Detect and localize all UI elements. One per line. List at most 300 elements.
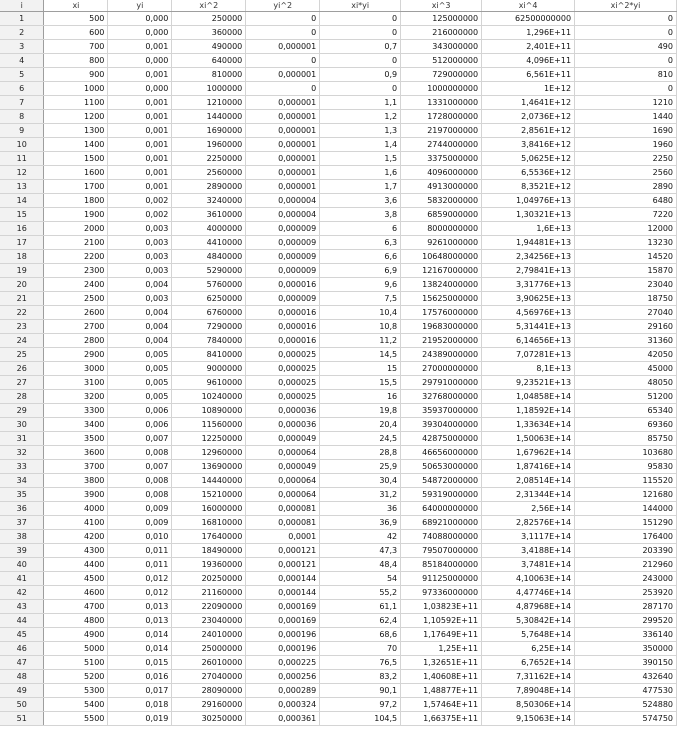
xi2yi-cell[interactable]: 121680 [575,488,677,502]
xi4-cell[interactable]: 1,33634E+14 [482,418,575,432]
xi4-cell[interactable]: 2,34256E+13 [482,250,575,264]
xi4-cell[interactable]: 5,0625E+12 [482,152,575,166]
xi3-cell[interactable]: 9261000000 [401,236,482,250]
xi2-cell[interactable]: 2250000 [172,152,246,166]
xi3-cell[interactable]: 2744000000 [401,138,482,152]
xiyi-cell[interactable]: 1,6 [320,166,401,180]
xiyi-cell[interactable]: 68,6 [320,628,401,642]
xi2-cell[interactable]: 6760000 [172,306,246,320]
yi2-cell[interactable]: 0,000001 [246,138,320,152]
xi3-cell[interactable]: 27000000000 [401,362,482,376]
xiyi-cell[interactable]: 61,1 [320,600,401,614]
xi-cell[interactable]: 3300 [44,404,108,418]
yi-cell[interactable]: 0,009 [108,516,172,530]
xi2-cell[interactable]: 11560000 [172,418,246,432]
xi2yi-cell[interactable]: 69360 [575,418,677,432]
xi-cell[interactable]: 5200 [44,670,108,684]
xi-cell[interactable]: 1400 [44,138,108,152]
xi-cell[interactable]: 1300 [44,124,108,138]
header-cell-xi[interactable]: xi [44,0,108,12]
xi2yi-cell[interactable]: 477530 [575,684,677,698]
xiyi-cell[interactable]: 16 [320,390,401,404]
yi-cell[interactable]: 0,005 [108,348,172,362]
xi2-cell[interactable]: 13690000 [172,460,246,474]
xi2-cell[interactable]: 29160000 [172,698,246,712]
xi3-cell[interactable]: 1,48877E+11 [401,684,482,698]
xi2yi-cell[interactable]: 2560 [575,166,677,180]
xi4-cell[interactable]: 2,31344E+14 [482,488,575,502]
xi-cell[interactable]: 3900 [44,488,108,502]
index-cell[interactable]: 40 [0,558,44,572]
xiyi-cell[interactable]: 6 [320,222,401,236]
xi3-cell[interactable]: 19683000000 [401,320,482,334]
xi2yi-cell[interactable]: 31360 [575,334,677,348]
xi3-cell[interactable]: 1,66375E+11 [401,712,482,726]
index-cell[interactable]: 44 [0,614,44,628]
xi2-cell[interactable]: 16000000 [172,502,246,516]
yi-cell[interactable]: 0,009 [108,502,172,516]
index-cell[interactable]: 49 [0,684,44,698]
xi3-cell[interactable]: 1,32651E+11 [401,656,482,670]
xi2yi-cell[interactable]: 299520 [575,614,677,628]
xi2yi-cell[interactable]: 524880 [575,698,677,712]
yi2-cell[interactable]: 0,000121 [246,558,320,572]
xi-cell[interactable]: 1100 [44,96,108,110]
yi2-cell[interactable]: 0,000016 [246,334,320,348]
yi2-cell[interactable]: 0,000025 [246,390,320,404]
xi3-cell[interactable]: 17576000000 [401,306,482,320]
yi-cell[interactable]: 0,001 [108,138,172,152]
xi-cell[interactable]: 5100 [44,656,108,670]
xiyi-cell[interactable]: 97,2 [320,698,401,712]
xi3-cell[interactable]: 39304000000 [401,418,482,432]
xi-cell[interactable]: 1000 [44,82,108,96]
xi-cell[interactable]: 4300 [44,544,108,558]
xi2-cell[interactable]: 17640000 [172,530,246,544]
xiyi-cell[interactable]: 0,9 [320,68,401,82]
xi3-cell[interactable]: 13824000000 [401,278,482,292]
xi2-cell[interactable]: 9610000 [172,376,246,390]
yi-cell[interactable]: 0,000 [108,82,172,96]
yi2-cell[interactable]: 0,0001 [246,530,320,544]
yi-cell[interactable]: 0,006 [108,404,172,418]
yi2-cell[interactable]: 0,000256 [246,670,320,684]
yi-cell[interactable]: 0,001 [108,110,172,124]
xi2yi-cell[interactable]: 12000 [575,222,677,236]
yi-cell[interactable]: 0,004 [108,320,172,334]
yi-cell[interactable]: 0,008 [108,488,172,502]
xi2yi-cell[interactable]: 151290 [575,516,677,530]
xiyi-cell[interactable]: 10,8 [320,320,401,334]
xi2yi-cell[interactable]: 1690 [575,124,677,138]
xiyi-cell[interactable]: 62,4 [320,614,401,628]
xi3-cell[interactable]: 15625000000 [401,292,482,306]
yi2-cell[interactable]: 0 [246,82,320,96]
xi3-cell[interactable]: 10648000000 [401,250,482,264]
xi-cell[interactable]: 600 [44,26,108,40]
xi2yi-cell[interactable]: 287170 [575,600,677,614]
xi-cell[interactable]: 1500 [44,152,108,166]
yi2-cell[interactable]: 0,000001 [246,68,320,82]
yi-cell[interactable]: 0,004 [108,334,172,348]
index-cell[interactable]: 11 [0,152,44,166]
xi-cell[interactable]: 3100 [44,376,108,390]
xi2yi-cell[interactable]: 390150 [575,656,677,670]
xi2-cell[interactable]: 28090000 [172,684,246,698]
xi2-cell[interactable]: 490000 [172,40,246,54]
xi-cell[interactable]: 1700 [44,180,108,194]
xi-cell[interactable]: 3800 [44,474,108,488]
xi2-cell[interactable]: 25000000 [172,642,246,656]
xiyi-cell[interactable]: 3,8 [320,208,401,222]
header-cell-yi2[interactable]: yi^2 [246,0,320,12]
xi4-cell[interactable]: 2,8561E+12 [482,124,575,138]
header-cell-xi4[interactable]: xi^4 [482,0,575,12]
header-cell-yi[interactable]: yi [108,0,172,12]
xi3-cell[interactable]: 1000000000 [401,82,482,96]
xi2yi-cell[interactable]: 45000 [575,362,677,376]
xi-cell[interactable]: 5000 [44,642,108,656]
index-cell[interactable]: 13 [0,180,44,194]
xi4-cell[interactable]: 3,31776E+13 [482,278,575,292]
yi2-cell[interactable]: 0,000169 [246,600,320,614]
xi2-cell[interactable]: 19360000 [172,558,246,572]
xi4-cell[interactable]: 1,67962E+14 [482,446,575,460]
xi2-cell[interactable]: 7290000 [172,320,246,334]
xiyi-cell[interactable]: 55,2 [320,586,401,600]
xi2yi-cell[interactable]: 0 [575,12,677,26]
xi2-cell[interactable]: 1440000 [172,110,246,124]
index-cell[interactable]: 34 [0,474,44,488]
xi2-cell[interactable]: 2560000 [172,166,246,180]
header-cell-xi2yi[interactable]: xi^2*yi [575,0,677,12]
yi2-cell[interactable]: 0,000001 [246,96,320,110]
index-cell[interactable]: 9 [0,124,44,138]
xi2-cell[interactable]: 15210000 [172,488,246,502]
yi-cell[interactable]: 0,013 [108,600,172,614]
xi2-cell[interactable]: 4840000 [172,250,246,264]
xiyi-cell[interactable]: 10,4 [320,306,401,320]
xi2-cell[interactable]: 7840000 [172,334,246,348]
xi2-cell[interactable]: 16810000 [172,516,246,530]
xi3-cell[interactable]: 32768000000 [401,390,482,404]
xi2-cell[interactable]: 6250000 [172,292,246,306]
xi2-cell[interactable]: 3240000 [172,194,246,208]
yi-cell[interactable]: 0,005 [108,390,172,404]
yi2-cell[interactable]: 0,000121 [246,544,320,558]
yi2-cell[interactable]: 0,000001 [246,166,320,180]
xi3-cell[interactable]: 1728000000 [401,110,482,124]
yi-cell[interactable]: 0,003 [108,292,172,306]
xi4-cell[interactable]: 1,04858E+14 [482,390,575,404]
xi4-cell[interactable]: 8,50306E+14 [482,698,575,712]
xi3-cell[interactable]: 79507000000 [401,544,482,558]
xi2yi-cell[interactable]: 115520 [575,474,677,488]
index-cell[interactable]: 45 [0,628,44,642]
xi-cell[interactable]: 3200 [44,390,108,404]
yi2-cell[interactable]: 0,000081 [246,502,320,516]
yi2-cell[interactable]: 0,000289 [246,684,320,698]
yi-cell[interactable]: 0,010 [108,530,172,544]
xi2yi-cell[interactable]: 51200 [575,390,677,404]
xi2yi-cell[interactable]: 212960 [575,558,677,572]
yi2-cell[interactable]: 0 [246,12,320,26]
xi2yi-cell[interactable]: 350000 [575,642,677,656]
xi-cell[interactable]: 4500 [44,572,108,586]
xi4-cell[interactable]: 5,30842E+14 [482,614,575,628]
xi2-cell[interactable]: 10240000 [172,390,246,404]
xi-cell[interactable]: 3400 [44,418,108,432]
xiyi-cell[interactable]: 83,2 [320,670,401,684]
xiyi-cell[interactable]: 36,9 [320,516,401,530]
xiyi-cell[interactable]: 42 [320,530,401,544]
xi3-cell[interactable]: 729000000 [401,68,482,82]
xiyi-cell[interactable]: 104,5 [320,712,401,726]
yi-cell[interactable]: 0,004 [108,306,172,320]
xi4-cell[interactable]: 4,56976E+13 [482,306,575,320]
xi-cell[interactable]: 2400 [44,278,108,292]
xi3-cell[interactable]: 64000000000 [401,502,482,516]
xi-cell[interactable]: 500 [44,12,108,26]
xi2yi-cell[interactable]: 810 [575,68,677,82]
yi2-cell[interactable]: 0,000016 [246,278,320,292]
xi2-cell[interactable]: 27040000 [172,670,246,684]
xi2yi-cell[interactable]: 6480 [575,194,677,208]
index-cell[interactable]: 51 [0,712,44,726]
index-cell[interactable]: 24 [0,334,44,348]
yi-cell[interactable]: 0,001 [108,124,172,138]
xi-cell[interactable]: 5500 [44,712,108,726]
xiyi-cell[interactable]: 0 [320,12,401,26]
yi-cell[interactable]: 0,005 [108,362,172,376]
xiyi-cell[interactable]: 0 [320,54,401,68]
xiyi-cell[interactable]: 31,2 [320,488,401,502]
xi3-cell[interactable]: 35937000000 [401,404,482,418]
xiyi-cell[interactable]: 30,4 [320,474,401,488]
yi-cell[interactable]: 0,006 [108,418,172,432]
xi2-cell[interactable]: 20250000 [172,572,246,586]
index-cell[interactable]: 18 [0,250,44,264]
xi2yi-cell[interactable]: 85750 [575,432,677,446]
xiyi-cell[interactable]: 15 [320,362,401,376]
yi-cell[interactable]: 0,014 [108,642,172,656]
header-cell-xi2[interactable]: xi^2 [172,0,246,12]
xi2yi-cell[interactable]: 253920 [575,586,677,600]
xi3-cell[interactable]: 1,03823E+11 [401,600,482,614]
yi2-cell[interactable]: 0,000324 [246,698,320,712]
xi2-cell[interactable]: 1000000 [172,82,246,96]
xi4-cell[interactable]: 2,0736E+12 [482,110,575,124]
header-cell-i[interactable]: i [0,0,44,12]
index-cell[interactable]: 5 [0,68,44,82]
xi2yi-cell[interactable]: 48050 [575,376,677,390]
xi3-cell[interactable]: 1,17649E+11 [401,628,482,642]
yi2-cell[interactable]: 0,000081 [246,516,320,530]
index-cell[interactable]: 6 [0,82,44,96]
xi4-cell[interactable]: 2,08514E+14 [482,474,575,488]
xi2yi-cell[interactable]: 203390 [575,544,677,558]
xi4-cell[interactable]: 3,90625E+13 [482,292,575,306]
yi-cell[interactable]: 0,012 [108,572,172,586]
xi2-cell[interactable]: 1210000 [172,96,246,110]
xi-cell[interactable]: 1600 [44,166,108,180]
xi2yi-cell[interactable]: 103680 [575,446,677,460]
xi2-cell[interactable]: 21160000 [172,586,246,600]
xi2yi-cell[interactable]: 27040 [575,306,677,320]
index-cell[interactable]: 30 [0,418,44,432]
xi-cell[interactable]: 2000 [44,222,108,236]
xiyi-cell[interactable]: 3,6 [320,194,401,208]
yi-cell[interactable]: 0,002 [108,208,172,222]
yi2-cell[interactable]: 0,000001 [246,124,320,138]
xi3-cell[interactable]: 5832000000 [401,194,482,208]
yi-cell[interactable]: 0,019 [108,712,172,726]
yi2-cell[interactable]: 0,000004 [246,208,320,222]
index-cell[interactable]: 48 [0,670,44,684]
xi4-cell[interactable]: 6,5536E+12 [482,166,575,180]
yi-cell[interactable]: 0,000 [108,54,172,68]
xi-cell[interactable]: 4700 [44,600,108,614]
xi2-cell[interactable]: 2890000 [172,180,246,194]
xi4-cell[interactable]: 1,4641E+12 [482,96,575,110]
xi3-cell[interactable]: 54872000000 [401,474,482,488]
yi-cell[interactable]: 0,001 [108,152,172,166]
xi-cell[interactable]: 3000 [44,362,108,376]
xi4-cell[interactable]: 4,096E+11 [482,54,575,68]
yi2-cell[interactable]: 0,000064 [246,446,320,460]
xiyi-cell[interactable]: 9,6 [320,278,401,292]
xi2yi-cell[interactable]: 176400 [575,530,677,544]
xi2yi-cell[interactable]: 490 [575,40,677,54]
xi-cell[interactable]: 3700 [44,460,108,474]
index-cell[interactable]: 14 [0,194,44,208]
xi4-cell[interactable]: 2,401E+11 [482,40,575,54]
xi2-cell[interactable]: 26010000 [172,656,246,670]
xi4-cell[interactable]: 1,18592E+14 [482,404,575,418]
xiyi-cell[interactable]: 25,9 [320,460,401,474]
xi-cell[interactable]: 2600 [44,306,108,320]
yi2-cell[interactable]: 0,000001 [246,110,320,124]
xi4-cell[interactable]: 8,3521E+12 [482,180,575,194]
xi-cell[interactable]: 4900 [44,628,108,642]
xi4-cell[interactable]: 1,296E+11 [482,26,575,40]
index-cell[interactable]: 29 [0,404,44,418]
index-cell[interactable]: 16 [0,222,44,236]
xi2-cell[interactable]: 9000000 [172,362,246,376]
xi2-cell[interactable]: 23040000 [172,614,246,628]
index-cell[interactable]: 22 [0,306,44,320]
yi2-cell[interactable]: 0,000144 [246,572,320,586]
xi2-cell[interactable]: 4000000 [172,222,246,236]
xi2yi-cell[interactable]: 14520 [575,250,677,264]
xi2-cell[interactable]: 8410000 [172,348,246,362]
yi2-cell[interactable]: 0,000196 [246,642,320,656]
xi-cell[interactable]: 4400 [44,558,108,572]
yi2-cell[interactable]: 0,000225 [246,656,320,670]
index-cell[interactable]: 26 [0,362,44,376]
yi-cell[interactable]: 0,017 [108,684,172,698]
yi2-cell[interactable]: 0,000169 [246,614,320,628]
xi4-cell[interactable]: 2,82576E+14 [482,516,575,530]
yi-cell[interactable]: 0,001 [108,68,172,82]
index-cell[interactable]: 21 [0,292,44,306]
xi4-cell[interactable]: 3,4188E+14 [482,544,575,558]
index-cell[interactable]: 31 [0,432,44,446]
xi3-cell[interactable]: 24389000000 [401,348,482,362]
xi2yi-cell[interactable]: 1960 [575,138,677,152]
xi4-cell[interactable]: 62500000000 [482,12,575,26]
yi-cell[interactable]: 0,016 [108,670,172,684]
xiyi-cell[interactable]: 1,2 [320,110,401,124]
index-cell[interactable]: 17 [0,236,44,250]
xiyi-cell[interactable]: 7,5 [320,292,401,306]
index-cell[interactable]: 27 [0,376,44,390]
xi2-cell[interactable]: 3610000 [172,208,246,222]
xi2yi-cell[interactable]: 15870 [575,264,677,278]
xi3-cell[interactable]: 1,57464E+11 [401,698,482,712]
xi2yi-cell[interactable]: 2890 [575,180,677,194]
xi3-cell[interactable]: 2197000000 [401,124,482,138]
xi3-cell[interactable]: 42875000000 [401,432,482,446]
xi2yi-cell[interactable]: 29160 [575,320,677,334]
index-cell[interactable]: 2 [0,26,44,40]
xi3-cell[interactable]: 216000000 [401,26,482,40]
xi4-cell[interactable]: 4,47746E+14 [482,586,575,600]
yi2-cell[interactable]: 0,000049 [246,460,320,474]
xi4-cell[interactable]: 6,14656E+13 [482,334,575,348]
yi2-cell[interactable]: 0,000016 [246,306,320,320]
xiyi-cell[interactable]: 1,1 [320,96,401,110]
xiyi-cell[interactable]: 54 [320,572,401,586]
yi2-cell[interactable]: 0,000064 [246,488,320,502]
yi-cell[interactable]: 0,007 [108,460,172,474]
xi3-cell[interactable]: 59319000000 [401,488,482,502]
xi3-cell[interactable]: 85184000000 [401,558,482,572]
xi-cell[interactable]: 1200 [44,110,108,124]
xi2yi-cell[interactable]: 18750 [575,292,677,306]
xi2-cell[interactable]: 1690000 [172,124,246,138]
xi-cell[interactable]: 2500 [44,292,108,306]
xi-cell[interactable]: 3600 [44,446,108,460]
yi-cell[interactable]: 0,007 [108,432,172,446]
xi4-cell[interactable]: 5,31441E+13 [482,320,575,334]
xi4-cell[interactable]: 1E+12 [482,82,575,96]
yi-cell[interactable]: 0,008 [108,446,172,460]
xi-cell[interactable]: 1800 [44,194,108,208]
xi3-cell[interactable]: 6859000000 [401,208,482,222]
xiyi-cell[interactable]: 15,5 [320,376,401,390]
xi2-cell[interactable]: 18490000 [172,544,246,558]
yi2-cell[interactable]: 0 [246,26,320,40]
yi-cell[interactable]: 0,000 [108,12,172,26]
xi3-cell[interactable]: 21952000000 [401,334,482,348]
xiyi-cell[interactable]: 6,3 [320,236,401,250]
yi-cell[interactable]: 0,001 [108,40,172,54]
index-cell[interactable]: 43 [0,600,44,614]
xi2-cell[interactable]: 1960000 [172,138,246,152]
xi-cell[interactable]: 4200 [44,530,108,544]
yi2-cell[interactable]: 0,000025 [246,362,320,376]
xiyi-cell[interactable]: 6,6 [320,250,401,264]
index-cell[interactable]: 1 [0,12,44,26]
xi2-cell[interactable]: 5760000 [172,278,246,292]
xi-cell[interactable]: 5300 [44,684,108,698]
index-cell[interactable]: 25 [0,348,44,362]
index-cell[interactable]: 20 [0,278,44,292]
xiyi-cell[interactable]: 1,4 [320,138,401,152]
index-cell[interactable]: 23 [0,320,44,334]
yi2-cell[interactable]: 0,000001 [246,40,320,54]
